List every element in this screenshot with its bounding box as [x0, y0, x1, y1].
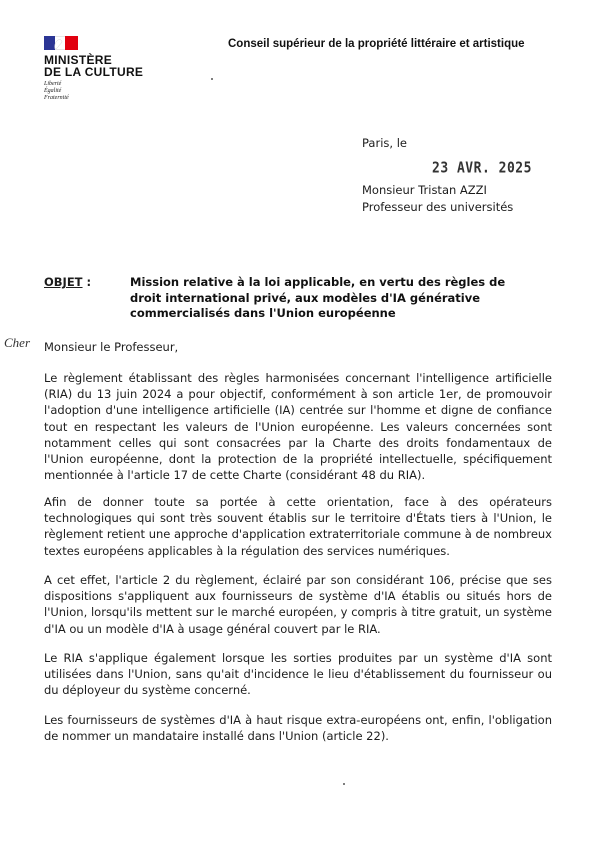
republic-motto: Liberté Égalité Fraternité — [44, 81, 69, 101]
date-stamp: 23 AVR. 2025 — [432, 160, 532, 178]
paragraph-4: Le RIA s'applique également lorsque les sorties produites par un système d'IA sont utilisées dans l'Union, sans qu'ait d'incidence le lieu d'établissement du fournisseur ou du déployeur du système concerné. — [44, 651, 552, 698]
subject-label: OBJET : — [44, 275, 92, 289]
paragraph-1: Le règlement établissant des règles harmonisées concernant l'intelligence artificielle (RIA) du 13 juin 2024 a pour objectif, conformément à son article 1er, de promouvoir l'adoption d'une intelligence artificielle (IA) centrée sur l'homme et digne de confiance tout en respectant les valeurs de l'Union européenne. Les valeurs concernées sont notamment celles qui sont consacrées par la Charte des droits fondamentaux de l'Union européenne, dont la protection de la propriété intellectuelle, spécifiquement mentionnée à l'article 17 de cette Charte (considérant 48 du RIA). — [44, 371, 552, 483]
scan-speck — [343, 783, 345, 785]
recipient-block — [362, 182, 513, 216]
paragraph-3: A cet effet, l'article 2 du règlement, éclairé par son considérant 106, précise que ses dispositions s'appliquent aux fournisseurs de système d'IA établis ou situés hors de l'Union, lorsqu'ils mettent sur le marché européen, y compris à titre gratuit, un système d'IA ou un modèle d'IA à usage général couvert par le RIA. — [44, 573, 552, 636]
marianne-icon — [52, 38, 64, 50]
scan-speck — [211, 78, 213, 80]
recipient-name: Monsieur Tristan AZZI — [362, 183, 487, 197]
council-name: Conseil supérieur de la propriété littéraire et artistique — [228, 38, 525, 50]
place-line: Paris, le — [362, 136, 407, 150]
ministry-name: MINISTÈRE DE LA CULTURE — [44, 53, 144, 79]
paragraph-5: Les fournisseurs de systèmes d'IA à haut risque extra-européens ont, enfin, l'obligation de nommer un mandataire installé dans l'Union (article 22). — [44, 713, 552, 744]
greeting: Monsieur le Professeur, — [44, 340, 179, 354]
recipient-title: Professeur des universités — [362, 200, 514, 214]
handwritten-note: Cher — [4, 335, 30, 350]
ministry-logo — [44, 36, 154, 102]
french-flag-icon — [44, 36, 78, 50]
paragraph-2: Afin de donner toute sa portée à cette orientation, face à des opérateurs technologiques qui sont très souvent établis sur le territoire d'États tiers à l'Union, le règlement retient une approche d'application extraterritoriale commune à de nombreux textes européens applicables à la régulation des services numériques. — [44, 495, 552, 558]
subject-text: Mission relative à la loi applicable, en vertu des règles de droit international privé, aux modèles d'IA générative commercialisés dans l'Union européenne — [130, 275, 506, 320]
